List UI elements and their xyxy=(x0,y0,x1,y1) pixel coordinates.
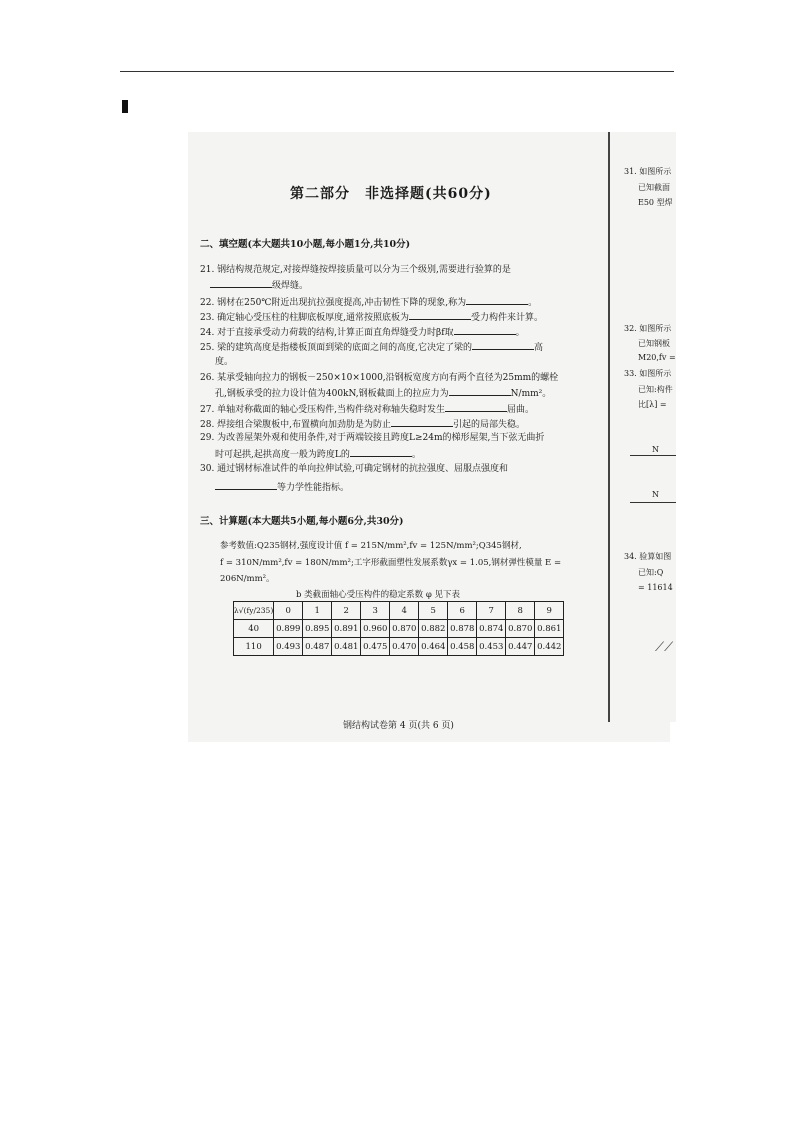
question-26-text: 孔,钢板承受的拉力设计值为400kN,钢板截面上的拉应力为 xyxy=(215,389,449,399)
question-23-tail: 受力构件来计算。 xyxy=(471,313,544,323)
right-column-clipped xyxy=(612,132,676,722)
question-25-tail: 高 xyxy=(534,343,544,353)
question-29-text: 时可起拱,起拱高度一般为跨度L的 xyxy=(215,450,350,460)
table-cell: 0.960 xyxy=(361,620,390,638)
question-25-text: 25. 梁的建筑高度是指楼板顶面到梁的底面之间的高度,它决定了梁的 xyxy=(200,343,473,353)
answer-blank xyxy=(409,311,471,320)
right-line: 31. 如图所示 xyxy=(624,167,672,176)
table-cell: 0.891 xyxy=(332,620,361,638)
table-header-cell: 9 xyxy=(535,602,564,620)
question-21-line2 xyxy=(210,279,308,292)
right-line: 34. 验算如图 xyxy=(624,552,672,561)
right-line: 已知钢板 xyxy=(638,339,670,348)
table-cell: 0.470 xyxy=(390,638,419,656)
answer-blank xyxy=(454,326,516,335)
table-cell: 0.493 xyxy=(274,638,303,656)
page-footer: 钢结构试卷第 4 页(共 6 页) xyxy=(343,721,454,731)
question-26-tail: N/mm²。 xyxy=(510,389,552,399)
table-header-cell: 7 xyxy=(477,602,506,620)
column-divider xyxy=(608,132,610,722)
table-cell: 0.870 xyxy=(506,620,535,638)
table-header-cell: 6 xyxy=(448,602,477,620)
top-rule xyxy=(120,71,674,72)
table-header-cell: 3 xyxy=(361,602,390,620)
answer-blank xyxy=(449,387,511,396)
question-22-text: 22. 钢材在250℃附近出现抗拉强度提高,冲击韧性下降的现象,称为 xyxy=(200,298,467,308)
right-line: 32. 如图所示 xyxy=(624,324,672,333)
question-26-line1: 26. 某承受轴向拉力的钢板－250×10×1000,沿钢板宽度方向有两个直径为25mm的螺栓 xyxy=(200,373,559,383)
question-22: 22. 钢材在250℃附近出现抗拉强度提高,冲击韧性下降的现象,称为 。 xyxy=(200,298,538,308)
question-28 xyxy=(200,418,525,431)
question-24: 24. 对于直接承受动力荷载的结构,计算正面直角焊缝受力时βf取 。 xyxy=(200,328,525,338)
table-header-cell: 0 xyxy=(274,602,303,620)
table-cell: 0.487 xyxy=(303,638,332,656)
force-label: N xyxy=(652,490,659,499)
table-header-cell: 1 xyxy=(303,602,332,620)
answer-blank xyxy=(210,279,272,288)
right-line: = 11614 xyxy=(638,583,673,592)
question-30-line1: 30. 通过钢材标准试件的单向拉伸试验,可确定钢材的抗拉强度、屈服点强度和 xyxy=(200,464,509,474)
table-cell: 0.458 xyxy=(448,638,477,656)
part-title: 第二部分 非选择题(共60分) xyxy=(290,186,492,202)
question-26-line2 xyxy=(215,387,551,400)
question-28-tail: 引起的局部失稳。 xyxy=(453,420,526,430)
table-cell: 0.874 xyxy=(477,620,506,638)
table-header-cell: 8 xyxy=(506,602,535,620)
table-header-cell: 5 xyxy=(419,602,448,620)
reference-line-1: 参考数值:Q235钢材,强度设计值 f = 215N/mm²,fv = 125N/mm²;Q345钢材, xyxy=(220,541,522,551)
answer-blank xyxy=(472,341,534,350)
table-row-label: 110 xyxy=(234,638,274,656)
table-header-cell: 4 xyxy=(390,602,419,620)
question-21-line1: 21. 钢结构规范规定,对接焊缝按焊接质量可以分为三个级别,需要进行验算的是 xyxy=(200,265,511,275)
table-caption: b 类截面轴心受压构件的稳定系数 φ 见下表 xyxy=(296,590,461,600)
table-header-cell: 2 xyxy=(332,602,361,620)
reference-line-3: 206N/mm²。 xyxy=(220,574,275,584)
question-28-text: 28. 焊接组合梁腹板中,布置横向加劲肋是为防止 xyxy=(200,420,392,430)
stability-coefficient-table xyxy=(233,601,564,656)
question-25-line2: 度。 xyxy=(215,357,234,367)
table-cell: 0.447 xyxy=(506,638,535,656)
right-line: 已知截面 xyxy=(638,183,670,192)
page-marker xyxy=(122,100,128,113)
table-corner-cell: λ√(fy/235) xyxy=(234,602,274,620)
fill-section-heading: 二、填空题(本大题共10小题,每小题1分,共10分) xyxy=(200,239,411,250)
question-27-text: 27. 单轴对称截面的轴心受压构件,当构件绕对称轴失稳时发生 xyxy=(200,405,446,415)
answer-blank xyxy=(466,296,528,305)
answer-blank xyxy=(391,418,453,427)
force-label: N xyxy=(652,445,659,454)
table-cell: 0.878 xyxy=(448,620,477,638)
table-row xyxy=(234,638,564,656)
table-cell: 0.475 xyxy=(361,638,390,656)
question-21-text: 级焊缝。 xyxy=(272,281,309,291)
reference-line-2: f = 310N/mm²,fv = 180N/mm²;工字形截面塑性发展系数γx = 1.05,钢材弹性模量 E = xyxy=(220,558,562,568)
question-27-tail: 屈曲。 xyxy=(507,405,535,415)
table-cell: 0.899 xyxy=(274,620,303,638)
question-27 xyxy=(200,403,534,416)
right-line: 比[λ] = xyxy=(638,400,667,409)
table-cell: 0.464 xyxy=(419,638,448,656)
question-23-text: 23. 确定轴心受压柱的柱脚底板厚度,通常按照底板为 xyxy=(200,313,410,323)
table-cell: 0.895 xyxy=(303,620,332,638)
table-header-row xyxy=(234,602,564,620)
right-line: M20,fv = xyxy=(638,353,676,362)
question-24-text: 24. 对于直接承受动力荷载的结构,计算正面直角焊缝受力时βf取 xyxy=(200,328,454,338)
right-line: 已知:Q xyxy=(638,568,664,577)
question-30-tail: 等力学性能指标。 xyxy=(277,483,350,493)
calc-section-heading: 三、计算题(本大题共5小题,每小题6分,共30分) xyxy=(200,516,404,527)
table-cell: 0.481 xyxy=(332,638,361,656)
table-cell: 0.870 xyxy=(390,620,419,638)
right-line: E50 型焊 xyxy=(638,198,673,207)
right-line: 33. 如图所示 xyxy=(624,369,672,378)
table-cell: 0.442 xyxy=(535,638,564,656)
question-29-line2: 时可起拱,起拱高度一般为跨度L的 。 xyxy=(215,450,421,460)
question-25-line1 xyxy=(200,341,543,354)
answer-blank xyxy=(215,481,277,490)
question-23 xyxy=(200,311,543,324)
force-arrow xyxy=(630,455,676,456)
answer-blank xyxy=(350,448,412,457)
right-line: 已知:构件 xyxy=(638,385,673,394)
support-hatch-icon: ⟋⟋ xyxy=(655,640,674,655)
table-row-label: 40 xyxy=(234,620,274,638)
table-cell: 0.861 xyxy=(535,620,564,638)
question-29-line1: 29. 为改善屋架外观和使用条件,对于两端铰接且跨度L≥24m的梯形屋架,当下弦无曲折 xyxy=(200,433,545,443)
table-cell: 0.882 xyxy=(419,620,448,638)
table-cell: 0.453 xyxy=(477,638,506,656)
table-row xyxy=(234,620,564,638)
question-30-line2 xyxy=(215,481,349,494)
answer-blank xyxy=(445,403,507,412)
force-arrow xyxy=(630,502,676,503)
